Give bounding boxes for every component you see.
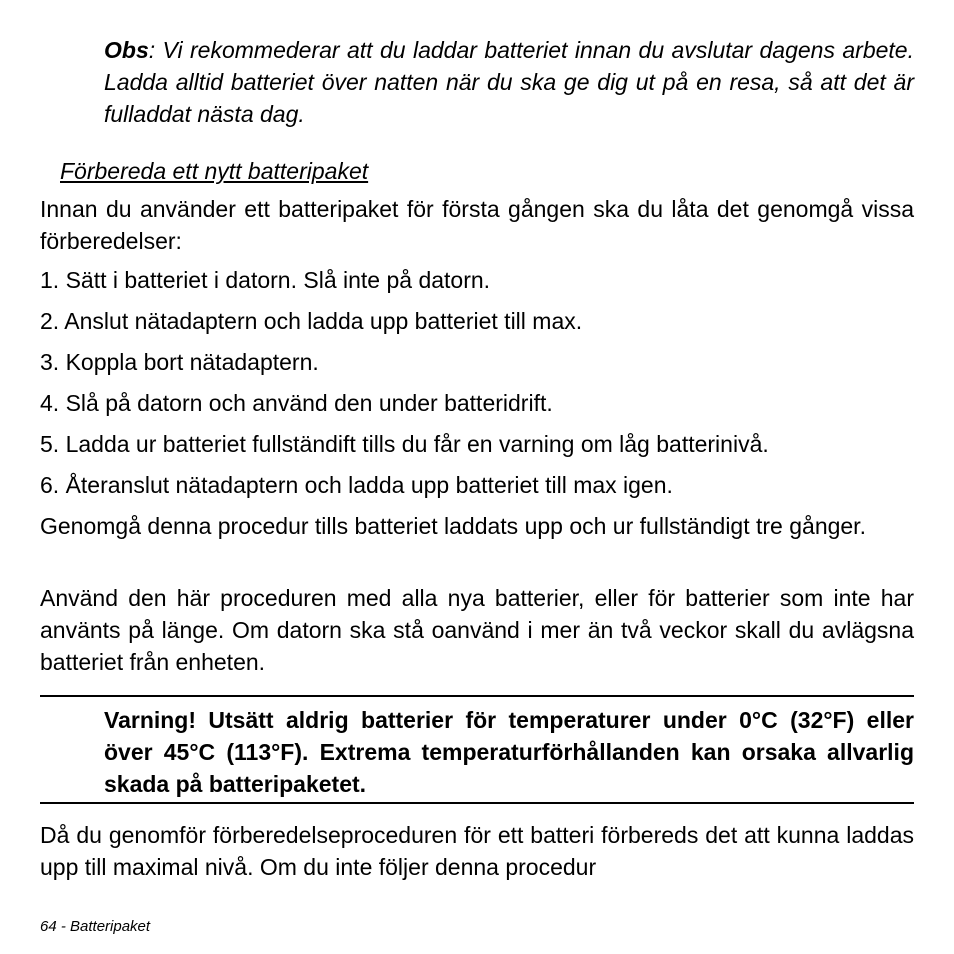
section-heading: Förbereda ett nytt batteripaket <box>60 158 369 184</box>
note-text: : Vi rekommederar att du laddar batteriet innan du avslutar dagens arbete. Ladda alltid batteriet över natten när du ska ge dig ut på en resa, så att det är fulladdat nästa dag. <box>104 37 914 127</box>
closing-paragraph: Då du genomför förberedelseproceduren för ett batteri förbereds det att kunna laddas upp till maximal nivå. Om du inte följer denna procedur <box>40 822 914 880</box>
preparation-steps-list <box>40 264 914 510</box>
step-item: 4. Slå på datorn och använd den under batteridrift. <box>40 390 553 416</box>
page-footer: 64 - Batteripaket <box>40 918 151 935</box>
step-item: 2. Anslut nätadaptern och ladda upp batteriet till max. <box>40 308 583 334</box>
usage-paragraph: Använd den här proceduren med alla nya batterier, eller för batterier som inte har använts på länge. Om datorn ska stå oanvänd i mer än två veckor skall du avlägsna batteriet från enheten. <box>40 585 914 675</box>
step-item: 6. Återanslut nätadaptern och ladda upp batteriet till max igen. <box>40 472 673 498</box>
intro-paragraph: Innan du använder ett batteripaket för första gången ska du låta det genomgå vissa förberedelser: <box>40 196 914 254</box>
warning-top-rule <box>40 695 914 697</box>
note-paragraph <box>104 34 914 130</box>
step-item: 5. Ladda ur batteriet fullständift tills du får en varning om låg batterinivå. <box>40 431 769 457</box>
warning-bottom-rule <box>40 802 914 804</box>
warning-paragraph: Varning! Utsätt aldrig batterier för temperaturer under 0°C (32°F) eller över 45°C (113°F). Extrema temperaturförhållanden kan orsaka allvarlig skada på batteripaketet. <box>104 707 914 797</box>
repeat-paragraph: Genomgå denna procedur tills batteriet laddats upp och ur fullständigt tre gånger. <box>40 513 866 539</box>
step-item: 1. Sätt i batteriet i datorn. Slå inte på datorn. <box>40 267 491 293</box>
note-label: Obs <box>104 37 149 63</box>
step-item: 3. Koppla bort nätadaptern. <box>40 349 319 375</box>
